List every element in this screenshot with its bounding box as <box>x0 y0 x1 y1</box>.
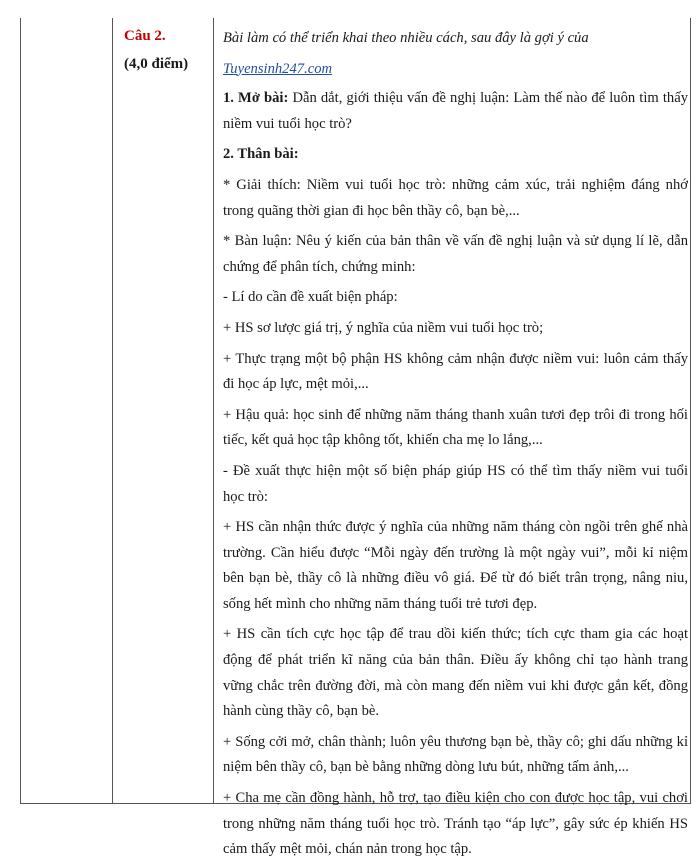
intro-text: Bài làm có thể triển khai theo nhiều cách, sau đây là gợi ý của <box>223 30 589 46</box>
giai-thich-paragraph: * Giải thích: Niềm vui tuổi học trò: những cảm xúc, trải nghiệm đáng nhớ trong quãng thời gian đi học bên thầy cô, bạn bè,... <box>223 176 688 219</box>
question-score: (4,0 điểm) <box>124 56 189 72</box>
intro-paragraph <box>223 26 688 52</box>
mo-bai-label: 1. Mở bài: <box>223 90 289 107</box>
answer-table <box>20 18 691 858</box>
li-do-item-2: + Thực trạng một bộ phận HS không cảm nhận được niềm vui: luôn cảm thấy đi học áp lực, mệt mỏi,... <box>223 350 688 393</box>
li-do-item-3: + Hậu quả: học sinh để những năm tháng thanh xuân tươi đẹp trôi đi trong hối tiếc, kết quả học tập không tốt, khiến cha mẹ lo lắng,... <box>223 406 688 449</box>
ban-luan-paragraph: * Bàn luận: Nêu ý kiến của bản thân về vấn đề nghị luận và sử dụng lí lẽ, dẫn chứng để phân tích, chứng minh: <box>223 233 688 275</box>
column-divider-2 <box>213 18 214 803</box>
question-cell <box>124 26 210 74</box>
answer-content <box>223 26 688 868</box>
li-do-item-1: + HS sơ lược giá trị, ý nghĩa của niềm vui tuổi học trò; <box>223 319 544 336</box>
column-divider-1 <box>112 18 113 803</box>
question-title: Câu 2. <box>124 28 166 44</box>
li-do-paragraph: - Lí do cần đề xuất biện pháp: <box>223 289 398 306</box>
site-link[interactable]: Tuyensinh247.com <box>223 60 333 77</box>
de-xuat-paragraph: - Đề xuất thực hiện một số biện pháp giúp HS có thể tìm thấy niềm vui tuổi học trò: <box>223 462 688 505</box>
bien-phap-item-4: + Cha mẹ cần đồng hành, hỗ trợ, tạo điều kiện cho con được học tập, vui chơi trong những năm tháng tuổi học trò. Tránh tạo “áp lực”, gây sức ép khiến HS cảm thấy mệt mỏi, chán nản trong học tập. <box>223 790 688 858</box>
mo-bai-paragraph <box>223 86 688 137</box>
than-bai-label: 2. Thân bài: <box>223 146 299 163</box>
bien-phap-item-1: + HS cần nhận thức được ý nghĩa của những năm tháng còn ngồi trên ghế nhà trường. Cần hiểu được “Mỗi ngày đến trường là một ngày vui”, mỗi kỉ niệm bên bạn bè, thầy cô là những điều vô giá. Để từ đó biết trân trọng, nâng niu, sống hết mình cho những năm tháng tuổi trẻ tươi đẹp. <box>223 519 688 612</box>
bien-phap-item-2: + HS cần tích cực học tập để trau dồi kiến thức; tích cực tham gia các hoạt động để phát triển kĩ năng của bản thân. Điều ấy không chỉ tạo hành trang vững chắc trên đường đời, mà còn mang đến niềm vui khi được gắn kết, đồng hành cùng thầy cô, bạn bè. <box>223 626 688 720</box>
site-link-line <box>223 57 688 83</box>
bien-phap-item-3: + Sống cởi mở, chân thành; luôn yêu thương bạn bè, thầy cô; ghi dấu những kỉ niệm bên thầy cô, bạn bè bằng những dòng lưu bút, những tấm ảnh,... <box>223 733 688 776</box>
mo-bai-text: Dẫn dắt, giới thiệu vấn đề nghị luận: Làm thế nào để luôn tìm thấy niềm vui tuổi học trò? <box>223 90 688 132</box>
